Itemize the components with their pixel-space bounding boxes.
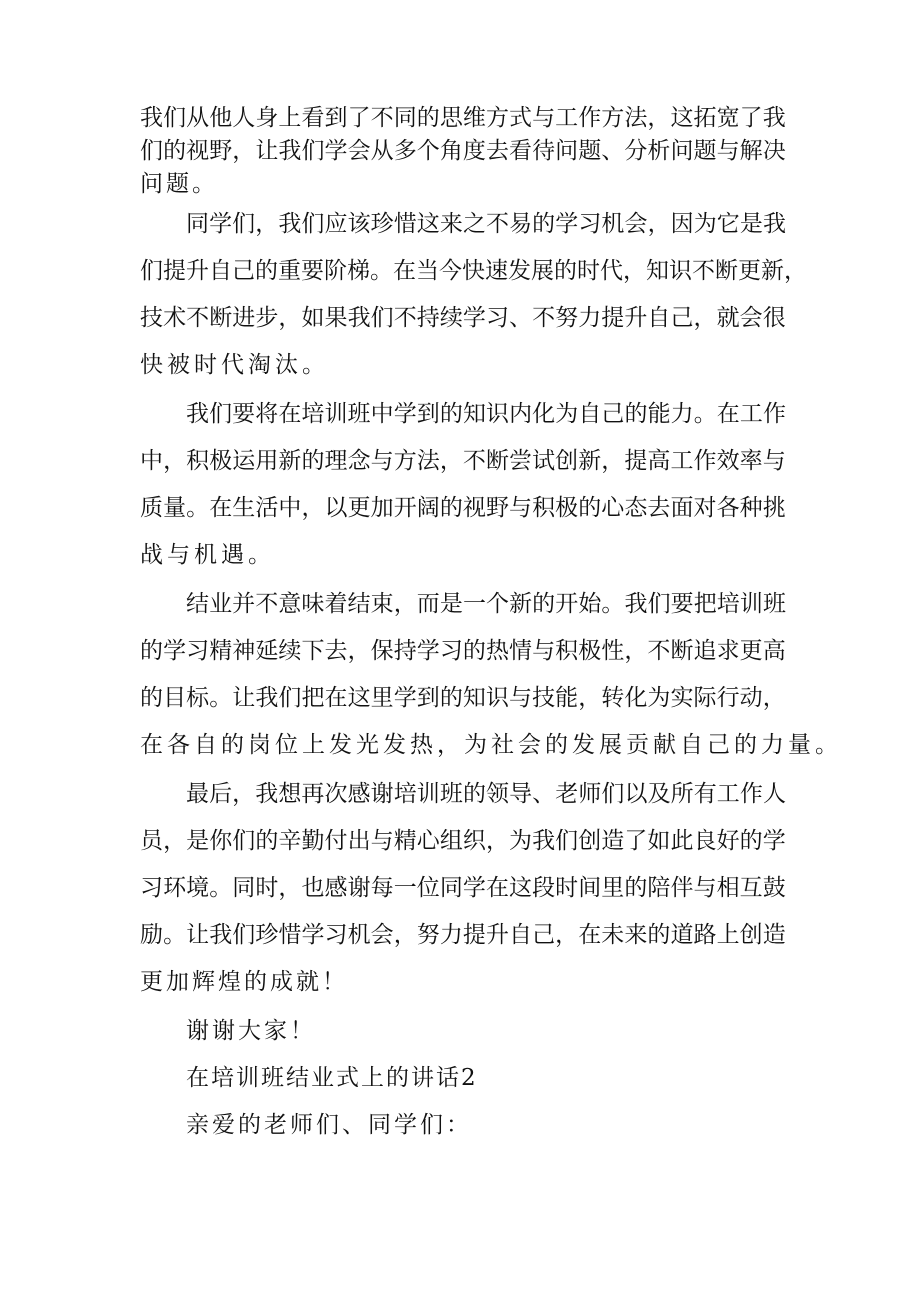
- paragraph-line: 快被时代淘汰。: [140, 352, 329, 378]
- paragraph-line: 结 业 并 不 意 味 着 结 束 ， 而 是 一 个 新 的 开 始 。 我 们 要 把 培 训 班: [186, 591, 786, 617]
- paragraph-line: 战与机遇。: [140, 542, 275, 568]
- paragraph-line: 问题。: [140, 171, 218, 197]
- paragraph-line: 最 后 ， 我 想 再 次 感 谢 培 训 班 的 领 导 、 老 师 们 以 及 所 有 工 作 人: [186, 781, 786, 807]
- paragraph-line: 更加辉煌的成就！: [140, 969, 348, 995]
- paragraph-line: 我 们 要 将 在 培 训 班 中 学 到 的 知 识 内 化 为 自 己 的 能 力 。 在 工 作: [186, 401, 786, 427]
- paragraph-line: 员 ， 是 你 们 的 辛 勤 付 出 与 精 心 组 织 ， 为 我 们 创 造 了 如 此 良 好 的 学: [140, 828, 786, 854]
- paragraph-line: 励 。 让 我 们 珍 惜 学 习 机 会 ， 努 力 提 升 自 己 ， 在 未 来 的 道 路 上 创 造: [140, 922, 786, 948]
- paragraph-line: 技 术 不 断 进 步 ， 如 果 我 们 不 持 续 学 习 、 不 努 力 提 升 自 己 ， 就 会 很: [140, 305, 786, 331]
- paragraph-line: 习 环 境 。 同 时 ， 也 感 谢 每 一 位 同 学 在 这 段 时 间 里 的 陪 伴 与 相 互 鼓: [140, 875, 786, 901]
- paragraph-line: 同 学 们 ， 我 们 应 该 珍 惜 这 来 之 不 易 的 学 习 机 会 ， 因 为 它 是 我: [186, 211, 786, 237]
- paragraph-line: 我 们 从 他 人 身 上 看 到 了 不 同 的 思 维 方 式 与 工 作 方 法 ， 这 拓 宽 了 我: [140, 105, 786, 131]
- salutation: 亲爱的老师们、同学们：: [186, 1112, 472, 1138]
- speech-title: 在培训班结业式上的讲话2: [186, 1065, 478, 1091]
- paragraph-line: 们 提 升 自 己 的 重 要 阶 梯 。 在 当 今 快 速 发 展 的 时 代 ， 知 识 不 断 更 新 ，: [140, 258, 807, 284]
- paragraph-line: 的 目 标 。 让 我 们 把 在 这 里 学 到 的 知 识 与 技 能 ， 转 化 为 实 际 行 动 ，: [140, 685, 786, 711]
- paragraph-line: 们 的 视 野 ， 让 我 们 学 会 从 多 个 角 度 去 看 待 问 题 、 分 析 问 题 与 解 决: [140, 138, 786, 164]
- paragraph-line: 的 学 习 精 神 延 续 下 去 ， 保 持 学 习 的 热 情 与 积 极 性 ， 不 断 追 求 更 高: [140, 638, 786, 664]
- paragraph-line: 质 量 。 在 生 活 中 ， 以 更 加 开 阔 的 视 野 与 积 极 的 心 态 去 面 对 各 种 挑: [140, 495, 786, 521]
- closing-text: 谢谢大家！: [186, 1018, 316, 1044]
- paragraph-line: 中 ， 积 极 运 用 新 的 理 念 与 方 法 ， 不 断 尝 试 创 新 ， 提 高 工 作 效 率 与: [140, 448, 786, 474]
- paragraph-line: 在各自的岗位上发光发热，为社会的发展贡献自己的力量。: [140, 732, 842, 758]
